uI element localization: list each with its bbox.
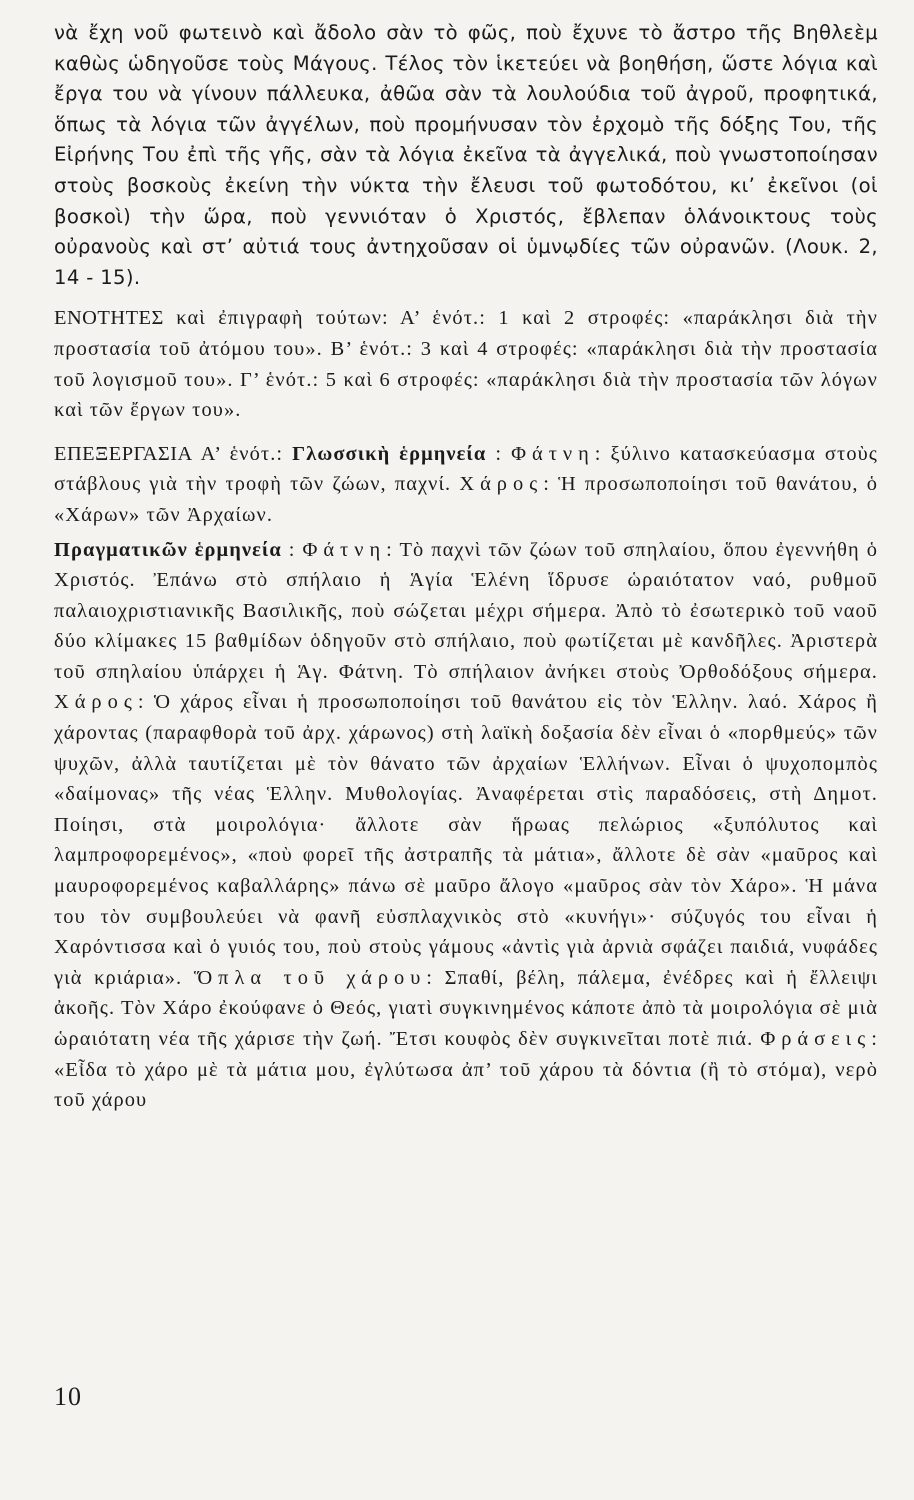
factual-text-charos: : Ὁ χάρος εἶναι ἡ προσωποποίησι τοῦ θανάτου εἰς τὸν Ἑλλην. λαό. Χάρος ἢ χάροντας (παραφθορὰ τοῦ ἀρχ. χάρωνος) στὴ λαϊκὴ δοξασία δὲν εἶναι ὁ «πορθμεύς» τῶν ψυχῶν, ἀλλὰ ταυτίζεται μὲ τὸν θάνατο τῶν ἀρχαίων Ἑλλήνων. Εἶναι ὁ ψυχοπομπὸς «δαίμονας» τῆς νέας Ἑλλην. Μυθολογίας. Ἀναφέρεται στὶς παραδόσεις, στὴ Δημοτ. Ποίησι, στὰ μοιρολόγια· ἄλλοτε σὰν ἥρωας πελώριος «ξυπόλυτος καὶ λαμπροφορεμένος», «ποὺ φορεῖ τῆς ἀστραπῆς τὰ μάτια», ἄλλοτε δὲ σὰν «μαῦρος καὶ μαυροφορεμένος καβαλλάρης» πάνω σὲ μαῦρο ἄλογο «μαῦρος σὰν τὸν Χάρο». Ἡ μάνα του τὸν συμβουλεύει νὰ φανῆ εὐσπλαχνικὸς στὸ «κυνήγι»· σύζυγός του εἶναι ἡ Χαρόντισσα καὶ ὁ γυιός του, ποὺ στοὺς γάμους «ἀντὶς γιὰ ἀρνιὰ σφάζει παιδιά, νυφάδες γιὰ κριάρια».	[54, 691, 878, 989]
page-number: 10	[54, 1382, 82, 1411]
intro-text: νὰ ἔχη νοῦ φωτεινὸ καὶ ἄδολο σὰν τὸ φῶς, ποὺ ἔχυνε τὸ ἄστρο τῆς Βηθλεὲμ καθὼς ὡδηγοῦσε τοὺς Μάγους. Τέλος τὸν ἱκετεύει νὰ βοηθήση, ὥστε λόγια καὶ ἔργα του νὰ γίνουν πάλλευκα, ἀθῶα σὰν τὰ λουλούδια τοῦ ἀγροῦ, προφητικά, ὅπως τὰ λόγια τῶν ἀγγέλων, ποὺ προμήνυσαν τὸν ἐρχομὸ τῆς δόξης Του, τῆς Εἰρήνης Του ἐπὶ τῆς γῆς, σὰν τὰ λόγια ἐκεῖνα τὰ ἀγγελικά, ποὺ γνωστοποίησαν στοὺς βοσκοὺς ἐκείνη τὴν νύκτα τὴν ἔλευσι τοῦ φωτοδότου, κι’ ἐκεῖνοι (οἱ βοσκοὶ) τὴν ὥρα, ποὺ γεννιόταν ὁ Χριστός, ἔβλεπαν ὁλάνοικτους τοὺς οὐρανοὺς καὶ στ’ αὐτιά τους ἀντηχοῦσαν οἱ ὑμνῳδίες τῶν οὐρανῶν. (Λουκ. 2, 14 - 15).	[54, 21, 878, 289]
factual-term-weapons: Ὅπλα τοῦ χάρου	[193, 966, 427, 989]
factual-text-weapons: : Σπαθί, βέλη, πάλεμα, ἐνέδρες καὶ ἡ ἔλλειψι ἀκοῆς. Τὸν Χάρο ἐκούφανε ὁ Θεός, γιατὶ συγκινημένος κάποτε ἀπὸ τὰ μοιρολόγια σὲ μιὰ ὡραιότατη νέα τῆς χάρισε τὴν ζωή. Ἔτσι κουφὸς δὲν συγκινεῖται ποτὲ πιά.	[54, 966, 878, 1050]
gloss-colon: :	[486, 442, 512, 465]
units-text: καὶ ἐπιγραφὴ τούτων: Α’ ἑνότ.: 1 καὶ 2 στροφές: «παράκλησι διὰ τὴν προστασία τοῦ ἀτόμου του». Β’ ἑνότ.: 3 καὶ 4 στροφές: «παράκλησι διὰ τὴν προστασία τοῦ λογισμοῦ του». Γ’ ἑνότ.: 5 καὶ 6 στροφές: «παράκλησι διὰ τὴν προστασία τῶν λόγων καὶ τῶν ἔργων του».	[54, 307, 878, 422]
units-heading: ΕΝΟΤΗΤΕΣ	[54, 307, 164, 330]
factual-text-phrases: : «Εἶδα τὸ χάρο μὲ τὰ μάτια μου, ἐγλύτωσα ἀπ’ τοῦ χάρου τὰ δόντια (ἢ τὸ στόμα), νερὸ τοῦ χάρου	[54, 1028, 878, 1112]
factual-term-phrases: Φράσεις	[760, 1028, 872, 1050]
gloss-term-fatni: Φάτνη	[511, 442, 595, 465]
factual-label: Πραγματικῶν ἑρμηνεία	[54, 538, 282, 561]
page-body	[54, 18, 878, 1116]
analysis-unit-label: Α’ ἑνότ.:	[192, 442, 293, 465]
gloss-text-charos: : Ἡ προσωποποίησι τοῦ θανάτου, ὁ «Χάρων» τῶν Ἀρχαίων.	[54, 473, 878, 526]
units-paragraph	[54, 303, 878, 425]
gloss-term-charos: Χάρος	[459, 473, 544, 496]
factual-term-charos: Χάρος	[54, 691, 138, 714]
analysis-paragraph	[54, 439, 878, 531]
factual-paragraph	[54, 535, 878, 1116]
intro-paragraph	[54, 18, 878, 293]
factual-text-fatni: : Τὸ παχνὶ τῶν ζώων τοῦ σπηλαίου, ὅπου ἐγεννήθη ὁ Χριστός. Ἐπάνω στὸ σπήλαιο ἡ Ἁγία Ἑλένη ἵδρυσε ὡραιότατον ναό, ρυθμοῦ παλαιοχριστιανικῆς Βασιλικῆς, ποὺ σώζεται μέχρι σήμερα. Ἀπὸ τὸ ἐσωτερικὸ τοῦ ναοῦ δύο κλίμακες 15 βαθμίδων ὁδηγοῦν στὸ σπήλαιο, ποὺ φωτίζεται μὲ κανδῆλες. Ἀριστερὰ τοῦ σπηλαίου ὑπάρχει ἡ Ἁγ. Φάτνη. Τὸ σπήλαιον ἀνήκει στοὺς Ὀρθοδόξους σήμερα.	[54, 538, 878, 683]
factual-colon: :	[281, 538, 303, 561]
factual-term-fatni: Φάτνη	[302, 538, 387, 561]
gloss-label: Γλωσσικὴ ἑρμηνεία	[292, 442, 487, 465]
analysis-heading: ΕΠΕΞΕΡΓΑΣΙΑ	[54, 442, 193, 465]
gloss-text-fatni: : ξύλινο κατασκεύασμα στοὺς στάβλους γιὰ τὴν τροφὴ τῶν ζώων, παχνί.	[54, 442, 878, 496]
